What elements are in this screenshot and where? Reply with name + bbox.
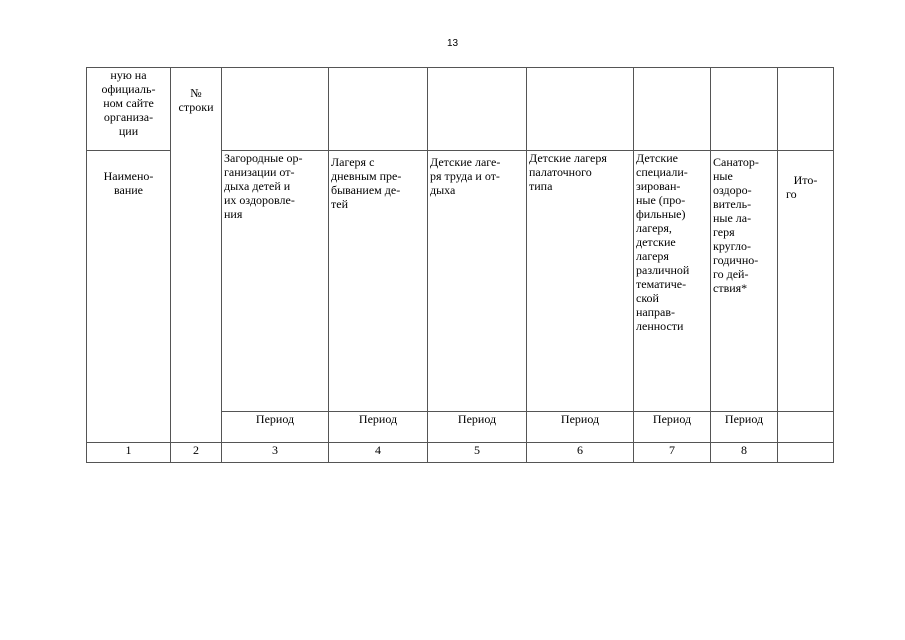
period-cell: Период — [222, 412, 329, 443]
empty-cell — [778, 412, 834, 443]
header-cell-labor-camps — [428, 151, 527, 412]
text-line: Детские — [636, 151, 678, 165]
text-line: различной — [636, 263, 690, 277]
text-line: организа- — [103, 110, 154, 124]
text-line: геря — [713, 225, 735, 239]
text-line: оздоро- — [713, 183, 752, 197]
text-line: направ- — [636, 305, 675, 319]
text-line: лагеря — [636, 249, 669, 263]
text-line: официаль- — [101, 82, 156, 96]
column-number — [778, 443, 834, 463]
period-cell: Период — [329, 412, 428, 443]
period-cell: Период — [428, 412, 527, 443]
text-line: ленности — [636, 319, 684, 333]
period-cell: Период — [527, 412, 634, 443]
report-table — [86, 67, 834, 463]
text-line: ном сайте — [103, 96, 154, 110]
empty-cell — [428, 68, 527, 151]
text-line: тей — [331, 197, 348, 211]
text-line: Загородные ор- — [224, 151, 303, 165]
period-cell: Период — [634, 412, 711, 443]
header-cell-country-camps — [222, 151, 329, 412]
text-line: лагеря, — [636, 221, 672, 235]
header-cell-day-camps — [329, 151, 428, 412]
text-line: витель- — [713, 197, 752, 211]
header-cell-tent-camps — [527, 151, 634, 412]
text-line: быванием де- — [331, 183, 401, 197]
empty-cell — [527, 68, 634, 151]
column-number: 2 — [171, 443, 222, 463]
text-line: фильные) — [636, 207, 686, 221]
header-cell-sanatorium-camps — [711, 151, 778, 412]
text-line: кругло- — [713, 239, 751, 253]
text-line: ганизации от- — [224, 165, 295, 179]
text-line: Лагеря с — [331, 155, 375, 169]
text-line: палаточного — [529, 165, 592, 179]
text-line: Санатор- — [713, 155, 759, 169]
text-line: строки — [178, 100, 214, 114]
text-line: ции — [118, 124, 139, 138]
page-number: 13 — [446, 38, 459, 49]
column-number: 5 — [428, 443, 527, 463]
text-line: го дей- — [713, 267, 749, 281]
text-line: ные (про- — [636, 193, 686, 207]
text-line: годично- — [713, 253, 759, 267]
text-line: Детские лаге- — [430, 155, 501, 169]
text-line: вание — [113, 183, 143, 197]
text-line: их оздоровле- — [224, 193, 295, 207]
column-number: 4 — [329, 443, 428, 463]
text-line: Наимено- — [103, 169, 154, 183]
text-line: ния — [224, 207, 243, 221]
empty-cell — [711, 68, 778, 151]
text-line: ные — [713, 169, 733, 183]
column-number: 1 — [87, 443, 171, 463]
text-line: Детские лагеря — [529, 151, 607, 165]
header-cell-total — [778, 151, 834, 412]
text-line: дневным пре- — [331, 169, 402, 183]
text-line: ской — [636, 291, 659, 305]
text-line: специали- — [636, 165, 688, 179]
name-header-cell — [87, 151, 171, 443]
text-line: № — [190, 86, 202, 100]
period-cell: Период — [711, 412, 778, 443]
continuation-cell — [87, 68, 171, 151]
row-number-header-cell — [171, 68, 222, 443]
column-number: 3 — [222, 443, 329, 463]
column-number: 8 — [711, 443, 778, 463]
text-line: ря труда и от- — [430, 169, 500, 183]
column-number: 6 — [527, 443, 634, 463]
empty-cell — [634, 68, 711, 151]
text-line: тематиче- — [636, 277, 687, 291]
empty-cell — [222, 68, 329, 151]
text-line: детские — [636, 235, 676, 249]
text-line: дыха — [430, 183, 456, 197]
column-number: 7 — [634, 443, 711, 463]
text-line: типа — [529, 179, 553, 193]
header-cell-specialized-camps — [634, 151, 711, 412]
text-line: Ито- — [793, 173, 818, 187]
text-line: ствия* — [713, 281, 748, 295]
column-number-row — [87, 443, 834, 463]
text-line: зирован- — [636, 179, 681, 193]
continuation-row — [87, 68, 834, 151]
text-line: ную на — [110, 68, 147, 82]
empty-cell — [778, 68, 834, 151]
text-line: го — [786, 187, 797, 201]
text-line: ные ла- — [713, 211, 752, 225]
text-line: дыха детей и — [224, 179, 291, 193]
empty-cell — [329, 68, 428, 151]
